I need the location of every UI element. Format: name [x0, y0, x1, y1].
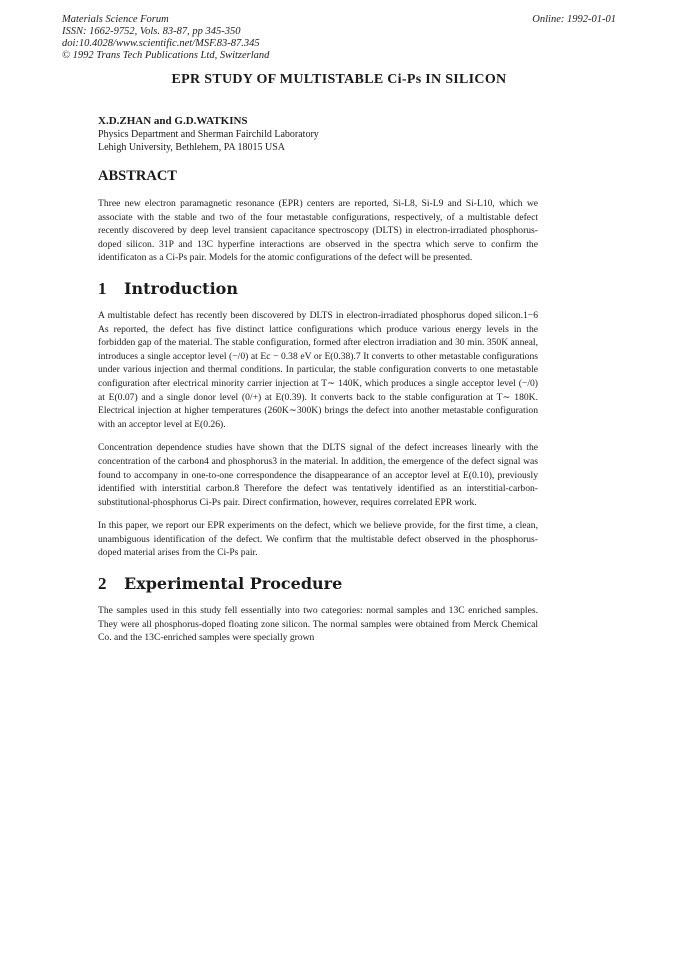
section-number: 1 — [98, 278, 107, 298]
paragraph: The samples used in this study fell essentially into two categories: normal samples and 13C enriched samples. They were all phosphorus-doped floating zone silicon. The normal samples were obtained from Merck Chemical Co. and the 13C-enriched samples were specially grown — [98, 605, 538, 644]
abstract-text: Three new electron paramagnetic resonance (EPR) centers are reported, Si-L8, Si-L9 and Si-L10, which we associate with the stable and two of the four metastable configurations, respectively, of a multistable defect recently discovered by deep level transient capacitance spectroscopy (DLTS) in electron-irradiated phosphorus-doped silicon. 31P and 13C hyperfine interactions are observed in the spectra which serve to confirm the identificaton as a Ci-Ps pair. Models for the atomic configurations of the defect will be presented. — [98, 198, 538, 264]
issn-line: ISSN: 1662-9752, Vols. 83-87, pp 345-350 — [62, 26, 241, 37]
journal-name: Materials Science Forum — [62, 14, 169, 25]
paper-body — [98, 114, 538, 655]
section-heading-introduction — [98, 279, 538, 299]
doi-link[interactable]: doi:10.4028/www.scientific.net/MSF.83-87.345 — [62, 38, 260, 49]
affiliation-line: Lehigh University, Bethlehem, PA 18015 USA — [98, 142, 286, 153]
section-heading-experimental-procedure — [98, 574, 538, 594]
section-number: 2 — [98, 574, 107, 594]
journal-header — [62, 14, 269, 62]
paragraph: Concentration dependence studies have shown that the DLTS signal of the defect increases linearly with the concentration of the carbon4 and phosphorus3 in the material. In addition, the emergence of the defect signal was found to accompany in one-to-one correspondence the disappearance of an acceptor level at E(0.10), previously identified with interstitial carbon.8 Therefore the defect was tentatively identified as an interstitial-carbon-substitutional-phosphorus Ci-Ps pair. Direct confirmation, however, requires correlated EPR work. — [98, 442, 538, 508]
paragraph: In this paper, we report our EPR experiments on the defect, which we believe provide, for the first time, a clean, unambiguous identification of the defect. We confirm that the multistable defect observed in the phosphorus-doped material arises from the Ci-Ps pair. — [98, 520, 538, 559]
authors: X.D.ZHAN and G.D.WATKINS — [98, 115, 248, 127]
paper-title: EPR STUDY OF MULTISTABLE Ci-Ps IN SILICON — [171, 72, 507, 87]
section-title: Introduction — [124, 278, 238, 298]
paragraph: A multistable defect has recently been discovered by DLTS in electron-irradiated phosphorus doped silicon.1−6 As reported, the defect has five distinct lattice configurations which produce various energy levels in the forbidden gap of the material. The stable configuration, formed after electron irradiation and 30 min. 350K anneal, introduces a single acceptor level (−/0) at Ec − 0.38 eV or E(0.38).7 It converts to other metastable configurations under various injection and thermal conditions. In particular, the stable configuration converts to one metastable configuration after electrical minority carrier injection at T∼ 140K, which produces a single acceptor level (−/0) at E(0.07) and a single donor level (0/+) at E(0.39). It converts back to the stable configuration at T∼ 180K. Electrical injection at higher temperatures (260K∼300K) brings the defect into another metastable configuration with an acceptor level at E(0.26). — [98, 309, 538, 430]
affiliation-line: Physics Department and Sherman Fairchild Laboratory — [98, 129, 319, 140]
copyright-line: © 1992 Trans Tech Publications Ltd, Switzerland — [62, 50, 270, 61]
online-date: Online: 1992-01-01 — [532, 14, 616, 25]
abstract-heading: ABSTRACT — [98, 168, 177, 184]
section-title: Experimental Procedure — [124, 574, 343, 594]
